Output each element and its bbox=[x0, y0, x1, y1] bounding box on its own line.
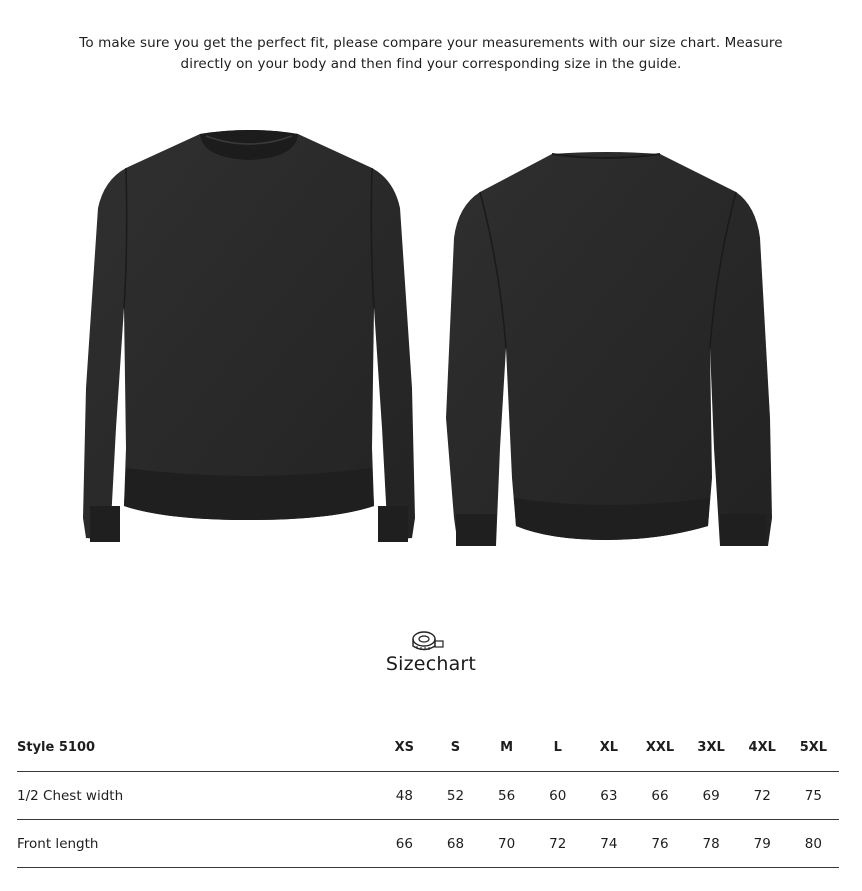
table-cell: 80 bbox=[788, 820, 839, 868]
table-cell: 68 bbox=[430, 820, 481, 868]
sweatshirt-back-image bbox=[440, 148, 774, 550]
table-cell: 75 bbox=[788, 772, 839, 820]
size-guide-intro: To make sure you get the perfect fit, please compare your measurements with our size chart. Measure directly on your body and then find your corresponding size in the guide. bbox=[79, 35, 783, 72]
sweatshirt-front-icon bbox=[82, 128, 416, 570]
size-table-header bbox=[17, 724, 839, 772]
style-label: Style 5100 bbox=[17, 724, 379, 772]
table-cell: 60 bbox=[532, 772, 583, 820]
table-cell: 76 bbox=[634, 820, 685, 868]
table-row bbox=[17, 820, 839, 868]
table-cell: 66 bbox=[379, 820, 430, 868]
table-cell: 72 bbox=[532, 820, 583, 868]
sweatshirt-front-image bbox=[82, 128, 416, 570]
table-cell: 48 bbox=[379, 772, 430, 820]
sweatshirt-back-icon bbox=[440, 148, 774, 550]
sizechart-title: Sizechart bbox=[385, 653, 477, 675]
size-header: S bbox=[430, 724, 481, 772]
table-cell: 66 bbox=[634, 772, 685, 820]
table-cell: 70 bbox=[481, 820, 532, 868]
size-header: XXL bbox=[634, 724, 685, 772]
table-cell: 78 bbox=[686, 820, 737, 868]
row-label: Front length bbox=[17, 820, 379, 868]
size-header: 5XL bbox=[788, 724, 839, 772]
table-cell: 69 bbox=[686, 772, 737, 820]
table-cell: 56 bbox=[481, 772, 532, 820]
table-row bbox=[17, 772, 839, 820]
size-header: M bbox=[481, 724, 532, 772]
table-cell: 72 bbox=[737, 772, 788, 820]
table-cell: 52 bbox=[430, 772, 481, 820]
size-header: XL bbox=[583, 724, 634, 772]
size-table bbox=[17, 724, 839, 868]
measuring-tape-icon bbox=[411, 630, 445, 652]
size-header: 4XL bbox=[737, 724, 788, 772]
table-cell: 79 bbox=[737, 820, 788, 868]
table-cell: 63 bbox=[583, 772, 634, 820]
size-header: L bbox=[532, 724, 583, 772]
size-header: XS bbox=[379, 724, 430, 772]
row-label: 1/2 Chest width bbox=[17, 772, 379, 820]
table-cell: 74 bbox=[583, 820, 634, 868]
size-header: 3XL bbox=[686, 724, 737, 772]
